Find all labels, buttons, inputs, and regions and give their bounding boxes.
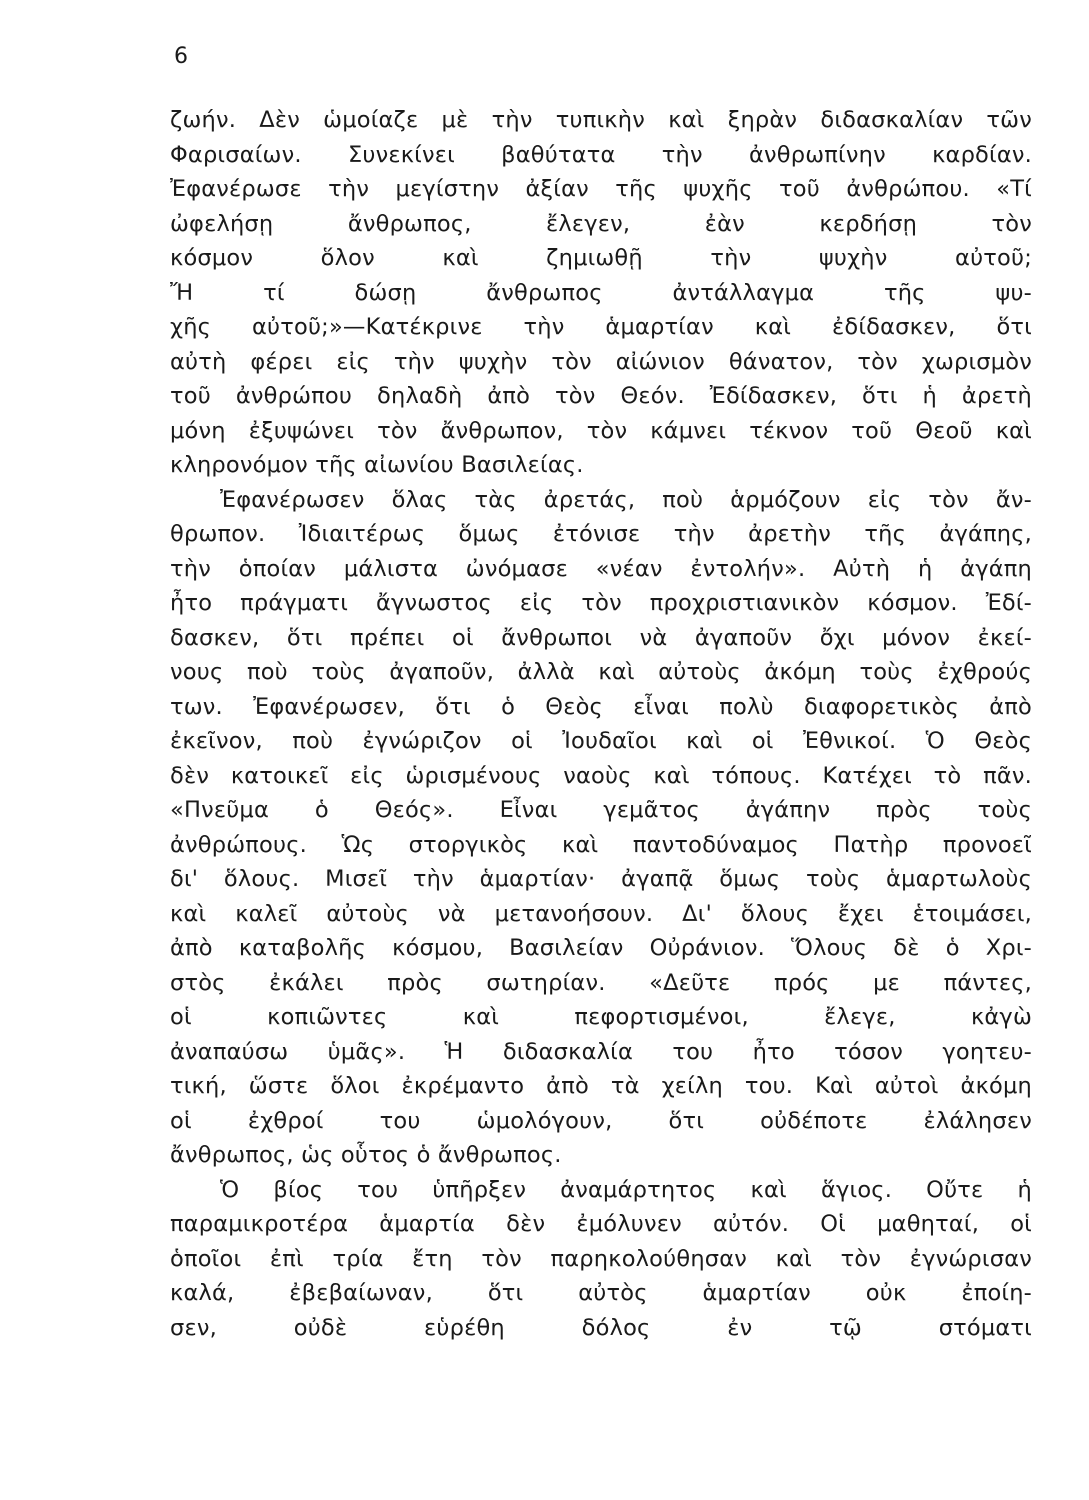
text-line: Ἤ τί δώσῃ ἄνθρωπος ἀντάλλαγμα τῆς ψυ- [170, 279, 1032, 306]
text-line: νους ποὺ τοὺς ἀγαποῦν, ἀλλὰ καὶ αὐτοὺς ἀκόμη τοὺς ἐχθρούς [170, 659, 1032, 685]
text-line: θρωπον. Ἰδιαιτέρως ὅμως ἐτόνισε τὴν ἀρετὴν τῆς ἀγάπης, [170, 521, 1032, 547]
text-line: δι' ὅλους. Μισεῖ τὴν ἁμαρτίαν· ἀγαπᾷ ὅμως τοὺς ἁμαρτωλοὺς [170, 866, 1032, 892]
text-line: Φαρισαίων. Συνεκίνει βαθύτατα τὴν ἀνθρωπίνην καρδίαν. [170, 141, 1032, 168]
text-line: παραμικροτέρα ἁμαρτία δὲν ἐμόλυνεν αὐτόν. Οἱ μαθηταί, οἱ [170, 1211, 1032, 1237]
text-line: δασκεν, ὅτι πρέπει οἱ ἄνθρωποι νὰ ἀγαποῦν ὄχι μόνον ἐκεί- [170, 624, 1032, 651]
text-line: καὶ καλεῖ αὐτοὺς νὰ μετανοήσουν. Δι' ὅλους ἔχει ἑτοιμάσει, [170, 900, 1032, 927]
page-number: 6 [174, 44, 188, 69]
text-line: μόνη ἐξυψώνει τὸν ἄνθρωπον, τὸν κάμνει τέκνον τοῦ Θεοῦ καὶ [170, 417, 1032, 444]
text-line: τοῦ ἀνθρώπου δηλαδὴ ἀπὸ τὸν Θεόν. Ἐδίδασκεν, ὅτι ἡ ἀρετὴ [170, 383, 1032, 409]
text-line: ἀναπαύσω ὑμᾶς». Ἡ διδασκαλία του ἦτο τόσον γοητευ- [170, 1038, 1032, 1065]
text-line: Ὁ βίος του ὑπῆρξεν ἀναμάρτητος καὶ ἅγιος. Οὔτε ἡ [220, 1176, 1032, 1203]
text-line: τική, ὥστε ὅλοι ἐκρέμαντο ἀπὸ τὰ χείλη του. Καὶ αὐτοὶ ἀκόμη [170, 1073, 1032, 1099]
text-line: οἱ κοπιῶντες καὶ πεφορτισμένοι, ἔλεγε, κἀγὼ [170, 1004, 1032, 1030]
text-line: ἄνθρωπος, ὡς οὗτος ὁ ἄνθρωπος. [170, 1142, 562, 1168]
text-line: ἦτο πράγματι ἄγνωστος εἰς τὸν προχριστιανικὸν κόσμον. Ἐδί- [170, 590, 1032, 616]
text-line: «Πνεῦμα ὁ Θεός». Εἶναι γεμᾶτος ἀγάπην πρὸς τοὺς [170, 797, 1032, 823]
text-line: των. Ἐφανέρωσεν, ὅτι ὁ Θεὸς εἶναι πολὺ διαφορετικὸς ἀπὸ [170, 693, 1032, 720]
text-line: κληρονόμον τῆς αἰωνίου Βασιλείας. [170, 452, 584, 478]
text-line: στὸς ἐκάλει πρὸς σωτηρίαν. «Δεῦτε πρός με πάντες, [170, 969, 1032, 996]
text-line: Ἐφανέρωσεν ὅλας τὰς ἀρετάς, ποὺ ἁρμόζουν εἰς τὸν ἄν- [220, 486, 1032, 513]
text-line: ἀνθρώπους. Ὡς στοργικὸς καὶ παντοδύναμος Πατὴρ προνοεῖ [170, 831, 1032, 858]
text-line: ὠφελήσῃ ἄνθρωπος, ἔλεγεν, ἐὰν κερδήσῃ τὸν [170, 210, 1032, 237]
text-line: ὁποῖοι ἐπὶ τρία ἔτη τὸν παρηκολούθησαν καὶ τὸν ἐγνώρισαν [170, 1245, 1032, 1272]
text-line: οἱ ἐχθροί του ὡμολόγουν, ὅτι οὐδέποτε ἐλάλησεν [170, 1107, 1032, 1134]
text-line: αὐτὴ φέρει εἰς τὴν ψυχὴν τὸν αἰώνιον θάνατον, τὸν χωρισμὸν [170, 348, 1032, 375]
text-line: δὲν κατοικεῖ εἰς ὡρισμένους ναοὺς καὶ τόπους. Κατέχει τὸ πᾶν. [170, 762, 1032, 789]
body-text [170, 103, 1032, 1345]
text-line: τὴν ὁποίαν μάλιστα ὠνόμασε «νέαν ἐντολήν». Αὐτὴ ἡ ἀγάπη [170, 555, 1032, 582]
text-line: ζωήν. Δὲν ὡμοίαζε μὲ τὴν τυπικὴν καὶ ξηρὰν διδασκαλίαν τῶν [170, 107, 1032, 133]
text-line: καλά, ἐβεβαίωναν, ὅτι αὐτὸς ἁμαρτίαν οὐκ ἐποίη- [170, 1280, 1032, 1306]
text-line: Ἐφανέρωσε τὴν μεγίστην ἀξίαν τῆς ψυχῆς τοῦ ἀνθρώπου. «Τί [170, 176, 1032, 202]
text-line: χῆς αὐτοῦ;»—Κατέκρινε τὴν ἁμαρτίαν καὶ ἐδίδασκεν, ὅτι [170, 314, 1032, 340]
text-line: ἀπὸ καταβολῆς κόσμου, Βασιλείαν Οὐράνιον. Ὅλους δὲ ὁ Χρι- [170, 935, 1032, 961]
text-line: ἐκεῖνον, ποὺ ἐγνώριζον οἱ Ἰουδαῖοι καὶ οἱ Ἐθνικοί. Ὁ Θεὸς [170, 728, 1032, 754]
text-line: σεν, οὐδὲ εὑρέθη δόλος ἐν τῷ στόματι [170, 1314, 1032, 1341]
text-line: κόσμον ὅλον καὶ ζημιωθῇ τὴν ψυχὴν αὐτοῦ; [170, 245, 1032, 271]
